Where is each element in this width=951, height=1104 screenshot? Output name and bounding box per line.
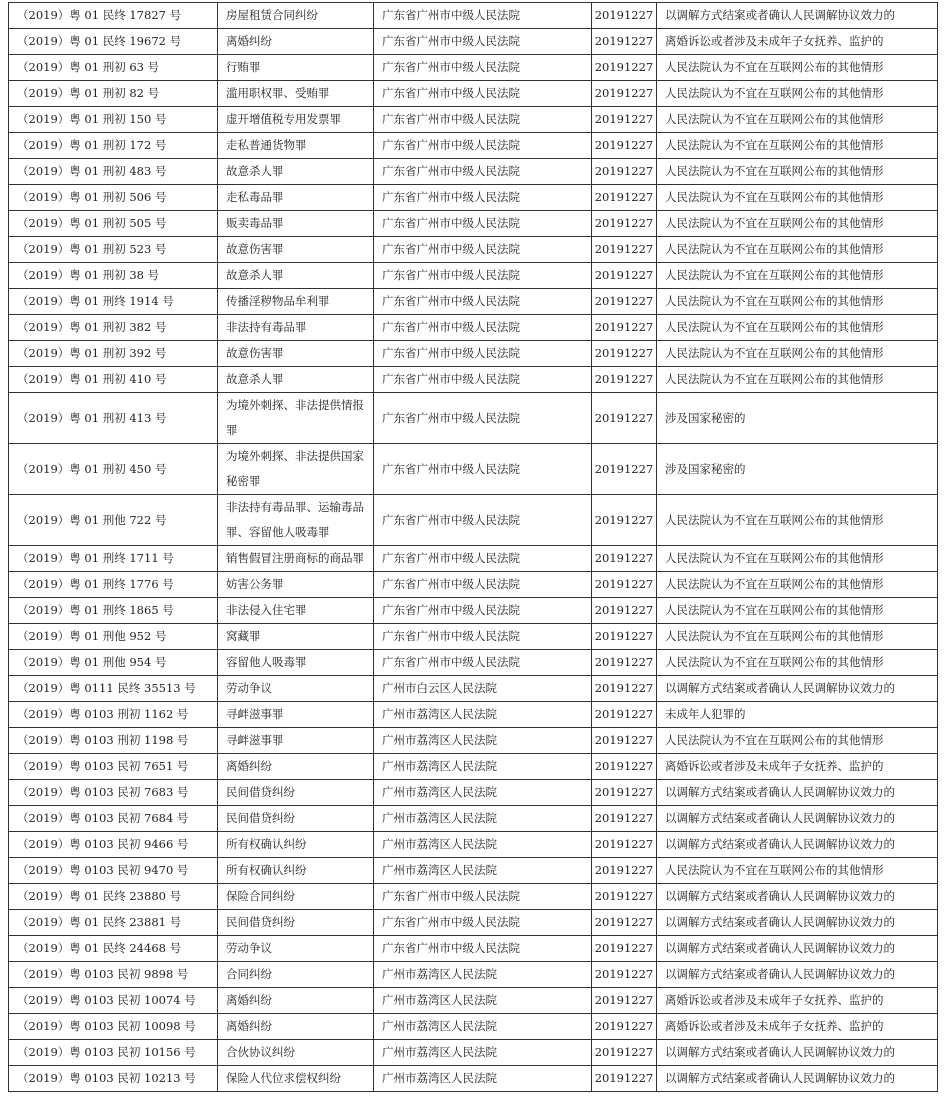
reason-cell: 离婚诉讼或者涉及未成年子女抚养、监护的 — [657, 29, 938, 55]
court-name-cell: 广州市荔湾区人民法院 — [374, 832, 592, 858]
court-name-cell: 广东省广州市中级人民法院 — [374, 650, 592, 676]
table-row — [9, 936, 938, 962]
case-number-cell: （2019）粤 01 刑初 382 号 — [9, 315, 218, 341]
date-cell: 20191227 — [592, 702, 657, 728]
case-cause-cell: 故意杀人罪 — [218, 263, 374, 289]
case-cause-cell: 窝藏罪 — [218, 624, 374, 650]
date-cell: 20191227 — [592, 29, 657, 55]
case-number-cell: （2019）粤 0103 民初 10074 号 — [9, 988, 218, 1014]
court-name-cell: 广州市荔湾区人民法院 — [374, 962, 592, 988]
court-name-cell: 广东省广州市中级人民法院 — [374, 263, 592, 289]
date-cell: 20191227 — [592, 133, 657, 159]
case-cause-cell: 故意杀人罪 — [218, 367, 374, 393]
court-name-cell: 广东省广州市中级人民法院 — [374, 598, 592, 624]
case-number-cell: （2019）粤 0103 民初 7651 号 — [9, 754, 218, 780]
table-row — [9, 341, 938, 367]
table-row — [9, 884, 938, 910]
reason-cell: 人民法院认为不宜在互联网公布的其他情形 — [657, 650, 938, 676]
reason-cell: 人民法院认为不宜在互联网公布的其他情形 — [657, 624, 938, 650]
date-cell: 20191227 — [592, 263, 657, 289]
date-cell: 20191227 — [592, 55, 657, 81]
case-cause-cell: 合同纠纷 — [218, 962, 374, 988]
case-cause-cell: 离婚纠纷 — [218, 29, 374, 55]
reason-cell: 人民法院认为不宜在互联网公布的其他情形 — [657, 211, 938, 237]
case-number-cell: （2019）粤 01 民终 23881 号 — [9, 910, 218, 936]
court-name-cell: 广东省广州市中级人民法院 — [374, 3, 592, 29]
reason-cell: 人民法院认为不宜在互联网公布的其他情形 — [657, 81, 938, 107]
case-cause-cell: 非法侵入住宅罪 — [218, 598, 374, 624]
reason-cell: 以调解方式结案或者确认人民调解协议效力的 — [657, 910, 938, 936]
reason-cell: 以调解方式结案或者确认人民调解协议效力的 — [657, 884, 938, 910]
date-cell: 20191227 — [592, 806, 657, 832]
court-name-cell: 广东省广州市中级人民法院 — [374, 572, 592, 598]
case-number-cell: （2019）粤 01 刑他 954 号 — [9, 650, 218, 676]
date-cell: 20191227 — [592, 159, 657, 185]
date-cell: 20191227 — [592, 598, 657, 624]
case-number-cell: （2019）粤 0103 民初 10213 号 — [9, 1066, 218, 1092]
date-cell: 20191227 — [592, 910, 657, 936]
case-number-cell: （2019）粤 01 刑初 450 号 — [9, 444, 218, 495]
reason-cell: 人民法院认为不宜在互联网公布的其他情形 — [657, 572, 938, 598]
case-number-cell: （2019）粤 0103 民初 9466 号 — [9, 832, 218, 858]
case-cause-cell: 非法持有毒品罪 — [218, 315, 374, 341]
case-number-cell: （2019）粤 01 刑初 392 号 — [9, 341, 218, 367]
table-row — [9, 728, 938, 754]
reason-cell: 以调解方式结案或者确认人民调解协议效力的 — [657, 780, 938, 806]
reason-cell: 人民法院认为不宜在互联网公布的其他情形 — [657, 546, 938, 572]
case-cause-cell: 非法持有毒品罪、运输毒品罪、容留他人吸毒罪 — [218, 495, 374, 546]
case-number-cell: （2019）粤 0103 民初 10098 号 — [9, 1014, 218, 1040]
case-number-cell: （2019）粤 0103 民初 10156 号 — [9, 1040, 218, 1066]
date-cell: 20191227 — [592, 572, 657, 598]
table-row — [9, 237, 938, 263]
date-cell: 20191227 — [592, 780, 657, 806]
case-cause-cell: 寻衅滋事罪 — [218, 702, 374, 728]
case-cause-cell: 离婚纠纷 — [218, 1014, 374, 1040]
case-cause-cell: 为境外刺探、非法提供情报罪 — [218, 393, 374, 444]
table-row — [9, 754, 938, 780]
reason-cell: 涉及国家秘密的 — [657, 444, 938, 495]
case-cause-cell: 劳动争议 — [218, 676, 374, 702]
case-number-cell: （2019）粤 01 刑初 523 号 — [9, 237, 218, 263]
case-cause-cell: 走私毒品罪 — [218, 185, 374, 211]
case-cause-cell: 故意伤害罪 — [218, 341, 374, 367]
case-cause-cell: 离婚纠纷 — [218, 988, 374, 1014]
reason-cell: 人民法院认为不宜在互联网公布的其他情形 — [657, 237, 938, 263]
date-cell: 20191227 — [592, 676, 657, 702]
court-name-cell: 广州市荔湾区人民法院 — [374, 702, 592, 728]
table-row — [9, 572, 938, 598]
court-name-cell: 广东省广州市中级人民法院 — [374, 133, 592, 159]
table-row — [9, 1014, 938, 1040]
case-cause-cell: 销售假冒注册商标的商品罪 — [218, 546, 374, 572]
case-number-cell: （2019）粤 01 刑初 413 号 — [9, 393, 218, 444]
case-number-cell: （2019）粤 01 刑初 150 号 — [9, 107, 218, 133]
case-cause-cell: 故意伤害罪 — [218, 237, 374, 263]
case-number-cell: （2019）粤 0103 刑初 1162 号 — [9, 702, 218, 728]
date-cell: 20191227 — [592, 728, 657, 754]
case-number-cell: （2019）粤 0103 民初 9898 号 — [9, 962, 218, 988]
table-row — [9, 702, 938, 728]
case-number-cell: （2019）粤 0103 民初 9470 号 — [9, 858, 218, 884]
court-name-cell: 广东省广州市中级人民法院 — [374, 341, 592, 367]
date-cell: 20191227 — [592, 289, 657, 315]
case-table-body — [9, 3, 938, 1092]
case-cause-cell: 贩卖毒品罪 — [218, 211, 374, 237]
date-cell: 20191227 — [592, 962, 657, 988]
case-cause-cell: 保险人代位求偿权纠纷 — [218, 1066, 374, 1092]
case-cause-cell: 传播淫秽物品牟利罪 — [218, 289, 374, 315]
case-number-cell: （2019）粤 01 刑他 722 号 — [9, 495, 218, 546]
table-row — [9, 676, 938, 702]
table-row — [9, 107, 938, 133]
date-cell: 20191227 — [592, 1040, 657, 1066]
case-number-cell: （2019）粤 01 刑终 1711 号 — [9, 546, 218, 572]
reason-cell: 未成年人犯罪的 — [657, 702, 938, 728]
table-row — [9, 546, 938, 572]
court-name-cell: 广东省广州市中级人民法院 — [374, 444, 592, 495]
case-cause-cell: 故意杀人罪 — [218, 159, 374, 185]
case-number-cell: （2019）粤 01 刑终 1776 号 — [9, 572, 218, 598]
reason-cell: 人民法院认为不宜在互联网公布的其他情形 — [657, 728, 938, 754]
case-number-cell: （2019）粤 01 刑初 63 号 — [9, 55, 218, 81]
table-row — [9, 393, 938, 444]
reason-cell: 人民法院认为不宜在互联网公布的其他情形 — [657, 495, 938, 546]
reason-cell: 人民法院认为不宜在互联网公布的其他情形 — [657, 289, 938, 315]
table-row — [9, 289, 938, 315]
table-row — [9, 624, 938, 650]
court-name-cell: 广东省广州市中级人民法院 — [374, 185, 592, 211]
court-name-cell: 广东省广州市中级人民法院 — [374, 289, 592, 315]
case-cause-cell: 容留他人吸毒罪 — [218, 650, 374, 676]
table-row — [9, 910, 938, 936]
table-row — [9, 315, 938, 341]
date-cell: 20191227 — [592, 754, 657, 780]
case-cause-cell: 民间借贷纠纷 — [218, 780, 374, 806]
case-cause-cell: 为境外刺探、非法提供国家秘密罪 — [218, 444, 374, 495]
court-name-cell: 广州市荔湾区人民法院 — [374, 806, 592, 832]
case-number-cell: （2019）粤 0103 刑初 1198 号 — [9, 728, 218, 754]
reason-cell: 人民法院认为不宜在互联网公布的其他情形 — [657, 598, 938, 624]
table-row — [9, 263, 938, 289]
reason-cell: 人民法院认为不宜在互联网公布的其他情形 — [657, 341, 938, 367]
table-row — [9, 598, 938, 624]
case-cause-cell: 民间借贷纠纷 — [218, 910, 374, 936]
court-name-cell: 广东省广州市中级人民法院 — [374, 884, 592, 910]
reason-cell: 以调解方式结案或者确认人民调解协议效力的 — [657, 1040, 938, 1066]
reason-cell: 以调解方式结案或者确认人民调解协议效力的 — [657, 936, 938, 962]
date-cell: 20191227 — [592, 211, 657, 237]
date-cell: 20191227 — [592, 832, 657, 858]
date-cell: 20191227 — [592, 1014, 657, 1040]
reason-cell: 以调解方式结案或者确认人民调解协议效力的 — [657, 3, 938, 29]
case-cause-cell: 劳动争议 — [218, 936, 374, 962]
case-cause-cell: 保险合同纠纷 — [218, 884, 374, 910]
reason-cell: 涉及国家秘密的 — [657, 393, 938, 444]
reason-cell: 以调解方式结案或者确认人民调解协议效力的 — [657, 832, 938, 858]
date-cell: 20191227 — [592, 341, 657, 367]
case-cause-cell: 滥用职权罪、受贿罪 — [218, 81, 374, 107]
court-name-cell: 广东省广州市中级人民法院 — [374, 55, 592, 81]
table-row — [9, 444, 938, 495]
court-name-cell: 广东省广州市中级人民法院 — [374, 367, 592, 393]
reason-cell: 人民法院认为不宜在互联网公布的其他情形 — [657, 133, 938, 159]
date-cell: 20191227 — [592, 315, 657, 341]
table-row — [9, 211, 938, 237]
date-cell: 20191227 — [592, 624, 657, 650]
date-cell: 20191227 — [592, 367, 657, 393]
court-name-cell: 广东省广州市中级人民法院 — [374, 81, 592, 107]
court-name-cell: 广州市荔湾区人民法院 — [374, 1040, 592, 1066]
court-name-cell: 广东省广州市中级人民法院 — [374, 495, 592, 546]
court-name-cell: 广州市荔湾区人民法院 — [374, 1014, 592, 1040]
date-cell: 20191227 — [592, 546, 657, 572]
case-cause-cell: 妨害公务罪 — [218, 572, 374, 598]
reason-cell: 人民法院认为不宜在互联网公布的其他情形 — [657, 107, 938, 133]
table-row — [9, 1040, 938, 1066]
case-number-cell: （2019）粤 01 刑初 483 号 — [9, 159, 218, 185]
case-cause-cell: 行贿罪 — [218, 55, 374, 81]
table-row — [9, 367, 938, 393]
case-number-cell: （2019）粤 01 民终 17827 号 — [9, 3, 218, 29]
court-name-cell: 广东省广州市中级人民法院 — [374, 315, 592, 341]
case-number-cell: （2019）粤 01 刑初 82 号 — [9, 81, 218, 107]
court-name-cell: 广州市荔湾区人民法院 — [374, 754, 592, 780]
table-row — [9, 858, 938, 884]
reason-cell: 人民法院认为不宜在互联网公布的其他情形 — [657, 315, 938, 341]
court-name-cell: 广东省广州市中级人民法院 — [374, 159, 592, 185]
case-cause-cell: 所有权确认纠纷 — [218, 858, 374, 884]
date-cell: 20191227 — [592, 393, 657, 444]
case-number-cell: （2019）粤 01 民终 19672 号 — [9, 29, 218, 55]
case-number-cell: （2019）粤 0111 民终 35513 号 — [9, 676, 218, 702]
date-cell: 20191227 — [592, 858, 657, 884]
date-cell: 20191227 — [592, 81, 657, 107]
court-name-cell: 广州市荔湾区人民法院 — [374, 728, 592, 754]
date-cell: 20191227 — [592, 3, 657, 29]
case-number-cell: （2019）粤 01 民终 23880 号 — [9, 884, 218, 910]
table-row — [9, 806, 938, 832]
case-cause-cell: 走私普通货物罪 — [218, 133, 374, 159]
case-number-cell: （2019）粤 01 刑终 1914 号 — [9, 289, 218, 315]
court-name-cell: 广东省广州市中级人民法院 — [374, 546, 592, 572]
case-number-cell: （2019）粤 01 民终 24468 号 — [9, 936, 218, 962]
case-cause-cell: 合伙协议纠纷 — [218, 1040, 374, 1066]
date-cell: 20191227 — [592, 988, 657, 1014]
case-number-cell: （2019）粤 0103 民初 7684 号 — [9, 806, 218, 832]
reason-cell: 人民法院认为不宜在互联网公布的其他情形 — [657, 858, 938, 884]
date-cell: 20191227 — [592, 107, 657, 133]
court-name-cell: 广东省广州市中级人民法院 — [374, 237, 592, 263]
date-cell: 20191227 — [592, 1066, 657, 1092]
table-row — [9, 650, 938, 676]
reason-cell: 以调解方式结案或者确认人民调解协议效力的 — [657, 1066, 938, 1092]
case-cause-cell: 民间借贷纠纷 — [218, 806, 374, 832]
table-row — [9, 29, 938, 55]
table-row — [9, 780, 938, 806]
date-cell: 20191227 — [592, 884, 657, 910]
table-row — [9, 832, 938, 858]
case-number-cell: （2019）粤 01 刑初 410 号 — [9, 367, 218, 393]
court-name-cell: 广东省广州市中级人民法院 — [374, 211, 592, 237]
table-row — [9, 1066, 938, 1092]
reason-cell: 以调解方式结案或者确认人民调解协议效力的 — [657, 806, 938, 832]
reason-cell: 人民法院认为不宜在互联网公布的其他情形 — [657, 367, 938, 393]
reason-cell: 人民法院认为不宜在互联网公布的其他情形 — [657, 185, 938, 211]
table-row — [9, 962, 938, 988]
reason-cell: 离婚诉讼或者涉及未成年子女抚养、监护的 — [657, 1014, 938, 1040]
reason-cell: 以调解方式结案或者确认人民调解协议效力的 — [657, 962, 938, 988]
reason-cell: 离婚诉讼或者涉及未成年子女抚养、监护的 — [657, 754, 938, 780]
court-name-cell: 广州市白云区人民法院 — [374, 676, 592, 702]
court-name-cell: 广州市荔湾区人民法院 — [374, 780, 592, 806]
date-cell: 20191227 — [592, 444, 657, 495]
case-number-cell: （2019）粤 01 刑他 952 号 — [9, 624, 218, 650]
court-name-cell: 广东省广州市中级人民法院 — [374, 936, 592, 962]
table-row — [9, 495, 938, 546]
court-name-cell: 广东省广州市中级人民法院 — [374, 624, 592, 650]
table-row — [9, 81, 938, 107]
court-name-cell: 广东省广州市中级人民法院 — [374, 107, 592, 133]
date-cell: 20191227 — [592, 936, 657, 962]
court-name-cell: 广东省广州市中级人民法院 — [374, 29, 592, 55]
case-number-cell: （2019）粤 01 刑终 1865 号 — [9, 598, 218, 624]
case-number-cell: （2019）粤 01 刑初 505 号 — [9, 211, 218, 237]
court-name-cell: 广州市荔湾区人民法院 — [374, 858, 592, 884]
table-row — [9, 988, 938, 1014]
reason-cell: 以调解方式结案或者确认人民调解协议效力的 — [657, 676, 938, 702]
reason-cell: 人民法院认为不宜在互联网公布的其他情形 — [657, 263, 938, 289]
reason-cell: 人民法院认为不宜在互联网公布的其他情形 — [657, 159, 938, 185]
court-name-cell: 广东省广州市中级人民法院 — [374, 910, 592, 936]
date-cell: 20191227 — [592, 237, 657, 263]
case-cause-cell: 寻衅滋事罪 — [218, 728, 374, 754]
case-number-cell: （2019）粤 0103 民初 7683 号 — [9, 780, 218, 806]
court-name-cell: 广东省广州市中级人民法院 — [374, 393, 592, 444]
case-cause-cell: 房屋租赁合同纠纷 — [218, 3, 374, 29]
case-number-cell: （2019）粤 01 刑初 506 号 — [9, 185, 218, 211]
date-cell: 20191227 — [592, 185, 657, 211]
reason-cell: 人民法院认为不宜在互联网公布的其他情形 — [657, 55, 938, 81]
court-name-cell: 广州市荔湾区人民法院 — [374, 988, 592, 1014]
case-number-cell: （2019）粤 01 刑初 38 号 — [9, 263, 218, 289]
table-row — [9, 55, 938, 81]
case-number-cell: （2019）粤 01 刑初 172 号 — [9, 133, 218, 159]
table-row — [9, 3, 938, 29]
table-row — [9, 133, 938, 159]
case-cause-cell: 离婚纠纷 — [218, 754, 374, 780]
table-row — [9, 159, 938, 185]
case-cause-cell: 所有权确认纠纷 — [218, 832, 374, 858]
date-cell: 20191227 — [592, 650, 657, 676]
reason-cell: 离婚诉讼或者涉及未成年子女抚养、监护的 — [657, 988, 938, 1014]
date-cell: 20191227 — [592, 495, 657, 546]
court-name-cell: 广州市荔湾区人民法院 — [374, 1066, 592, 1092]
case-table — [8, 2, 938, 1092]
table-row — [9, 185, 938, 211]
case-cause-cell: 虚开增值税专用发票罪 — [218, 107, 374, 133]
